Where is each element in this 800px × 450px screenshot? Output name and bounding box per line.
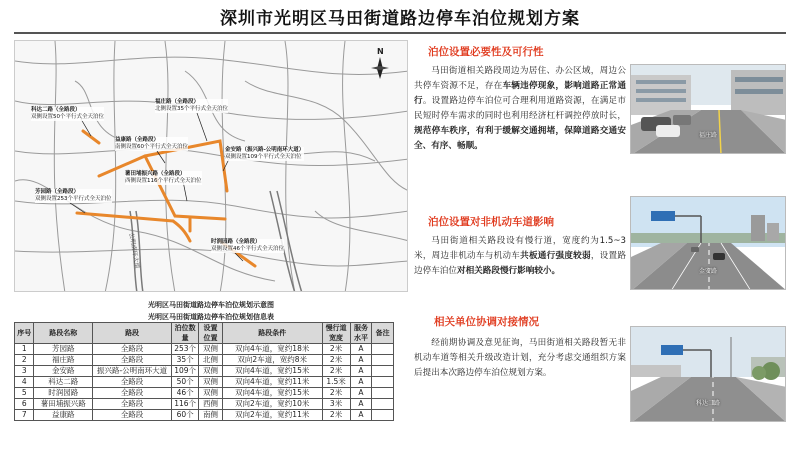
- table-row: 5 时润园路 全路段 46个 双侧 双向4车道，宽约15米 2米 A: [15, 388, 394, 399]
- section-text-coordination: 经前期协调及意见征询，马田街道相关路段暂无非机动车道等相关升级改造计划，充分考虑交通组织方案后提出本次路边停车泊位规划方案。: [414, 338, 626, 378]
- col-header: 慢行道宽度: [322, 323, 350, 344]
- col-header: 备注: [372, 323, 394, 344]
- street-map: [14, 40, 408, 292]
- street-photo-fuzhuanglu: [630, 64, 786, 154]
- col-header: 序号: [15, 323, 34, 344]
- table-row: 7 益康路 全路段 60个 南侧 双向2车道，宽约11米 2米 A: [15, 410, 394, 421]
- col-header: 路段名称: [34, 323, 92, 344]
- col-header: 路段: [92, 323, 171, 344]
- map-road-name: 公明南环大道: [127, 232, 141, 270]
- col-header: 设置位置: [199, 323, 223, 344]
- title-divider: [14, 32, 786, 34]
- section-text-impact: 马田街道相关路段设有慢行道，宽度约为1.5~3米，周边非机动车与机动车共板通行强度较弱，设置路边停车泊位对相关路段慢行影响较小。: [414, 236, 626, 276]
- map-caption: 光明区马田街道路边停车泊位规划示意图: [148, 301, 274, 309]
- map-label-kedaerlu: 科达二路（全路段） 双侧设置50个平行式全天泊位: [31, 107, 104, 120]
- north-arrow-icon: N: [367, 49, 393, 83]
- parking-info-table: [14, 322, 394, 421]
- map-label-jinanlu: 金安路（振兴路-公明南环大道） 双侧设置109个平行式全天泊位: [225, 147, 305, 160]
- col-header: 泊位数量: [172, 323, 199, 344]
- map-label-fangyuanlu: 芳园路（全路段） 双侧设置253个平行式全天泊位: [35, 189, 112, 202]
- street-photo-jinanlu: [630, 196, 786, 290]
- page-title: 深圳市光明区马田街道路边停车泊位规划方案: [220, 9, 580, 29]
- section-title-necessity: 泊位设置必要性及可行性: [428, 46, 544, 58]
- table-header-row: [15, 323, 394, 344]
- section-text-necessity: 马田街道相关路段周边为居住、办公区域，周边公共停车资源不足，存在车辆违停现象，影响道路正常通行。设置路边停车泊位可合理利用道路资源，在满足市民短时停车需求的同时也利用经济杠杆调控停放时长，规范停车秩序，有利于缓解交通拥堵，保障道路交通安全、有序、畅顺。: [414, 66, 626, 151]
- section-title-coordination: 相关单位协调对接情况: [434, 316, 539, 328]
- map-label-shirunyuanlu: 时润园路（全路段） 双侧设置46个平行式全天泊位: [211, 239, 284, 252]
- table-row: 4 科达二路 全路段 50个 双侧 双向4车道，宽约11米 1.5米 A: [15, 377, 394, 388]
- col-header: 路段条件: [222, 323, 322, 344]
- photo-label: 科达二路: [695, 400, 721, 407]
- col-header: 服务水平: [350, 323, 372, 344]
- table-row: 1 芳园路 全路段 253个 双侧 双向4车道，宽约18米 2米 A: [15, 344, 394, 355]
- map-label-shutianpu: 薯田埔振兴路（全路段） 西侧设置116个平行式全天泊位: [125, 171, 202, 184]
- street-photo-kedaerlu: [630, 326, 786, 422]
- section-title-impact: 泊位设置对非机动车道影响: [428, 216, 554, 228]
- table-caption: 光明区马田街道路边停车泊位规划信息表: [148, 313, 274, 321]
- table-row: 3 金安路 振兴路-公明南环大道 109个 双侧 双向4车道，宽约15米 2米 A: [15, 366, 394, 377]
- photo-label: 金安路: [698, 268, 718, 275]
- table-row: 6 薯田埔振兴路 全路段 116个 西侧 双向2车道，宽约10米 3米 A: [15, 399, 394, 410]
- map-label-fuzhuanglu: 福庄路（全路段） 北侧设置35个平行式全天泊位: [155, 99, 228, 112]
- table-row: 2 福庄路 全路段 35个 北侧 双向2车道，宽约8米 2米 A: [15, 355, 394, 366]
- photo-label: 福庄路: [698, 132, 718, 139]
- map-label-yikanglu: 益康路（全路段） 南侧设置60个平行式全天泊位: [115, 137, 188, 150]
- map-roads: [15, 41, 408, 292]
